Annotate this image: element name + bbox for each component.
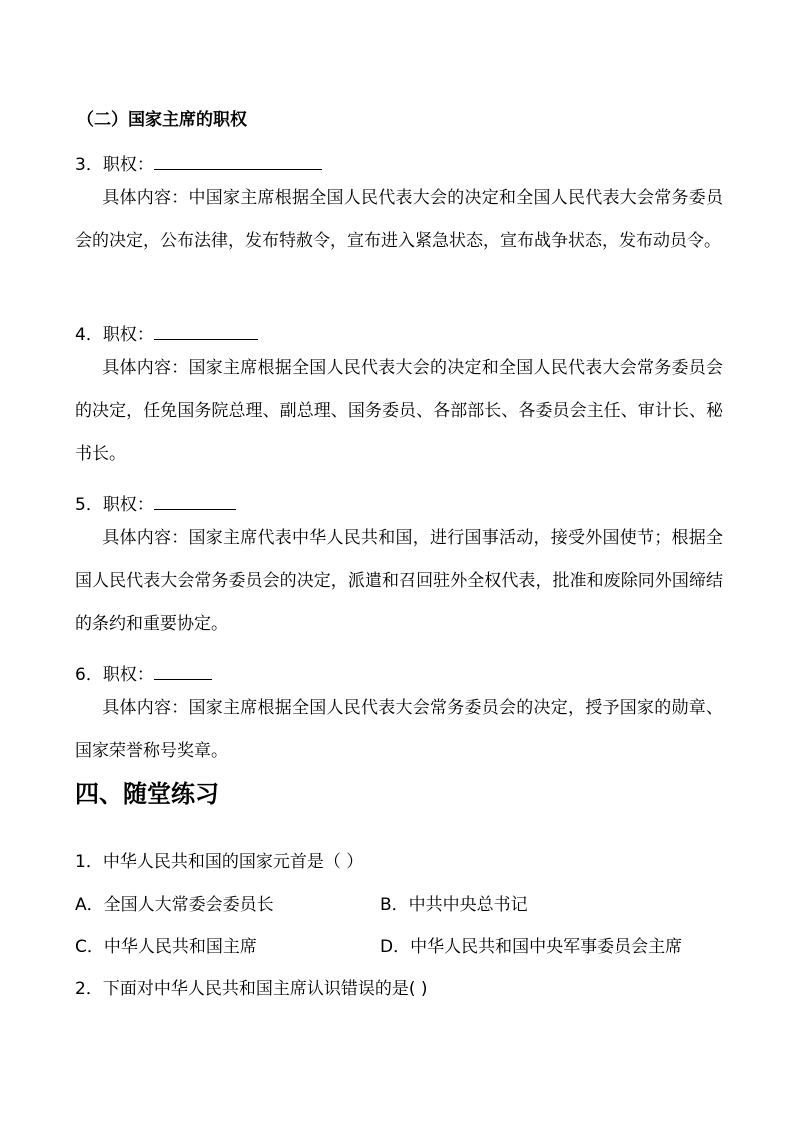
right-4-number: 4． bbox=[75, 325, 103, 345]
right-6-label: 职权： bbox=[102, 665, 154, 685]
right-6-content-block bbox=[75, 687, 723, 773]
right-4-content-block bbox=[75, 347, 723, 476]
right-3-content: 具体内容：中国家主席根据全国人民代表大会的决定和全国人民代表大会常务委员会的决定，公布法律，发布特赦令，宣布进入紧急状态，宣布战争状态，发布动员令。 bbox=[75, 188, 723, 251]
right-4-label: 职权： bbox=[102, 325, 154, 345]
question-1-option-a[interactable]: A．全国人大常委会委员长 bbox=[75, 895, 274, 915]
right-6-content: 具体内容：国家主席根据全国人民代表大会常务委员会的决定，授予国家的勋章、国家荣誉称号奖章。 bbox=[75, 698, 723, 761]
question-1-option-b[interactable]: B．中共中央总书记 bbox=[380, 895, 528, 915]
right-3-blank[interactable] bbox=[154, 155, 322, 170]
question-2-stem: 2．下面对中华人民共和国主席认识错误的是( ) bbox=[75, 979, 428, 999]
right-3-content-block bbox=[75, 177, 723, 263]
right-6-line bbox=[75, 660, 212, 685]
question-1-stem: 1．中华人民共和国的国家元首是（ ） bbox=[75, 852, 364, 872]
right-6-number: 6． bbox=[75, 665, 103, 685]
section-heading: （二）国家主席的职权 bbox=[77, 110, 247, 130]
right-3-number: 3． bbox=[75, 155, 103, 175]
question-1-option-c[interactable]: C．中华人民共和国主席 bbox=[75, 937, 257, 957]
right-5-label: 职权： bbox=[102, 495, 154, 515]
right-3-line bbox=[75, 150, 322, 175]
right-4-blank[interactable] bbox=[154, 325, 258, 340]
right-5-line bbox=[75, 490, 236, 515]
right-5-number: 5． bbox=[75, 495, 103, 515]
right-4-line bbox=[75, 320, 258, 345]
practice-heading: 四、随堂练习 bbox=[75, 780, 219, 808]
right-5-content: 具体内容：国家主席代表中华人民共和国，进行国事活动，接受外国使节；根据全国人民代表大会常务委员会的决定，派遣和召回驻外全权代表，批准和废除同外国缔结的条约和重要协定。 bbox=[75, 528, 723, 634]
right-5-content-block bbox=[75, 517, 723, 646]
question-1-option-d[interactable]: D．中华人民共和国中央军事委员会主席 bbox=[380, 937, 683, 957]
right-4-content: 具体内容：国家主席根据全国人民代表大会的决定和全国人民代表大会常务委员会的决定，任免国务院总理、副总理、国务委员、各部部长、各委员会主任、审计长、秘书长。 bbox=[75, 358, 723, 464]
right-6-blank[interactable] bbox=[154, 665, 212, 680]
right-3-label: 职权： bbox=[102, 155, 154, 175]
right-5-blank[interactable] bbox=[154, 495, 236, 510]
